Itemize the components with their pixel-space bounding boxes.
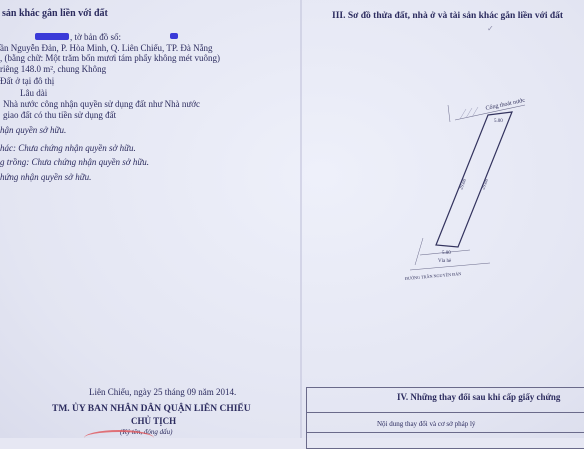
trees-status: g trồng: Chưa chứng nhận quyền sở hữu. [0, 157, 150, 167]
hatch [460, 109, 466, 119]
table-divider [306, 432, 584, 433]
road-edge [410, 263, 490, 270]
land-use: Đất ở tại đô thị [0, 76, 55, 86]
parcel-diagram [400, 95, 540, 295]
signer-title: CHỦ TỊCH [131, 416, 177, 426]
top-road-label: Cống thoát nước [485, 97, 526, 112]
date-line: Liên Chiểu, ngày ⁠25 tháng 09 năm 2014. [89, 387, 237, 397]
address-line: ần Nguyễn Đản, P. Hòa Minh, Q. Liên Chiểu, TP. Đà Nẵng [0, 43, 213, 53]
house-status: hận quyền sở hữu. [0, 125, 67, 135]
area-words: , (bằng chữ: Một trăm bốn mươi tám phẩy không mét vuông) [0, 53, 220, 63]
duration: Lâu dài [20, 88, 48, 98]
page-fold [300, 0, 302, 438]
signer-note: (Ký tên, đóng dấu) [120, 428, 173, 436]
parcel-outline [436, 112, 512, 247]
bottom-width-label: 5.00 [442, 251, 451, 256]
dimension-tick [448, 105, 450, 122]
parcel-line: , tờ bản đồ số: [70, 32, 122, 42]
section-iii-title: III. Sơ đồ thửa đất, nhà ở và tài sản khác gắn liền với đất [332, 11, 564, 21]
table-divider [306, 412, 584, 413]
perennial-status: hứng nhận quyền sở hữu. [0, 172, 92, 182]
other-works-status: hác: Chưa chứng nhận quyền sở hữu. [0, 143, 136, 153]
sidewalk-label: Vỉa hè [438, 259, 452, 264]
private-area: riêng 148.0 m², chung Không [0, 64, 107, 74]
signer-organization: TM. ỦY BAN NHÂN DÂN QUẬN LIÊN CHIỂU [52, 404, 251, 414]
dimension-tick [415, 238, 423, 265]
origin-line-2: giao đất có thu tiền sử dụng đất [3, 110, 117, 120]
right-side-label: 29.60 [481, 178, 491, 191]
redaction-mark [170, 33, 178, 39]
left-side-label: 29.60 [459, 178, 469, 191]
check-mark: ✓ [487, 24, 494, 33]
origin-line-1: Nhà nước công nhận quyền sử dụng đất như Nhà nước [3, 99, 200, 109]
top-width-label: 5.00 [494, 119, 503, 124]
table-header: Nội dung thay đổi và cơ sở pháp lý [377, 420, 476, 428]
section-iv-title: IV. Những thay đổi sau khi cấp giấy chứng [397, 392, 561, 402]
left-header: sản khác gắn liền với đất [2, 8, 108, 19]
red-seal-stamp [84, 430, 154, 446]
redaction-mark [35, 33, 69, 40]
bottom-road-label: ĐƯỜNG TRẦN NGUYÊN ĐÁN [404, 271, 462, 281]
